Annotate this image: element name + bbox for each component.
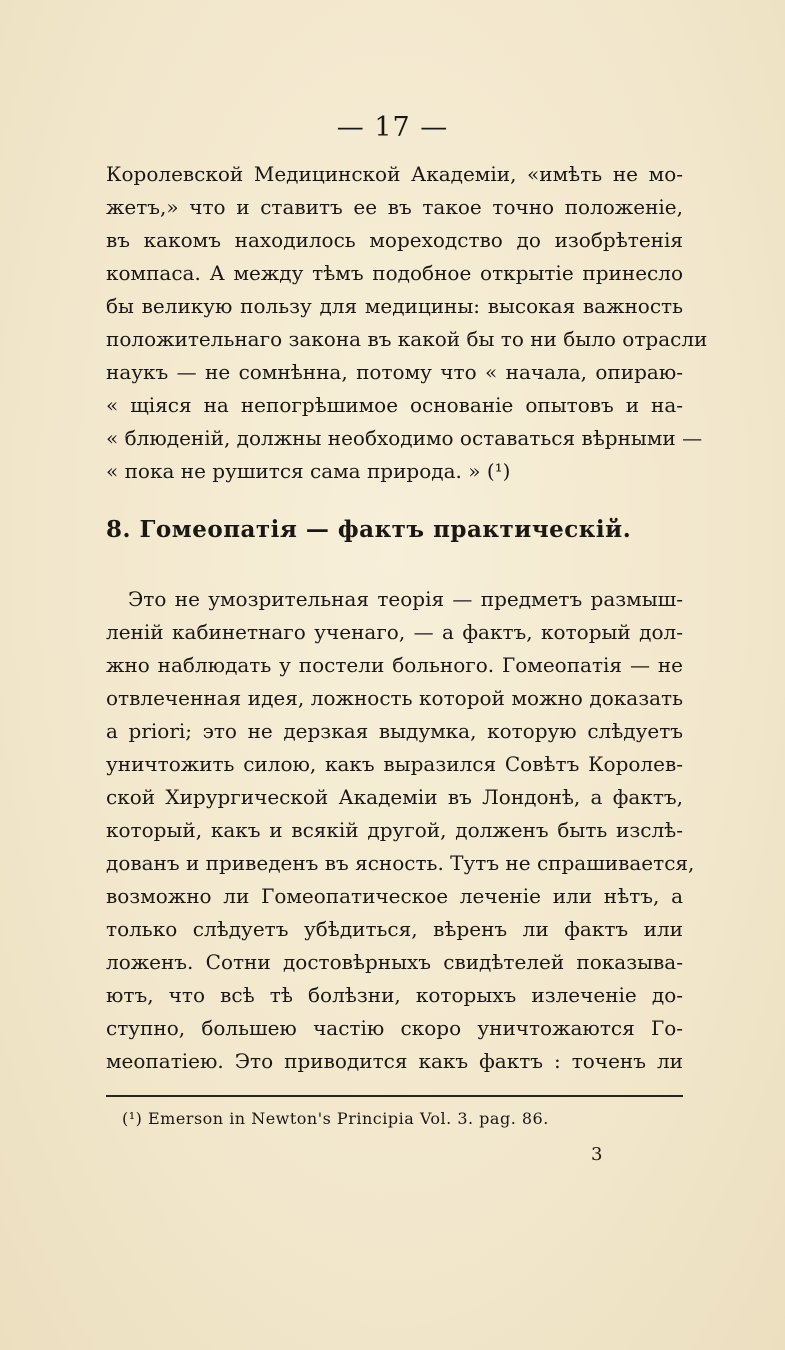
paragraph-2 [106, 583, 695, 1078]
text-line: меопатіею. Это приводится какъ фактъ : точенъ ли [106, 1049, 683, 1073]
text-line: ступно, большею частію скоро уничтожаются Го- [106, 1016, 683, 1040]
text-line: Королевской Медицинской Академіи, «имѣть не мо- [106, 162, 683, 186]
paragraph-1 [106, 158, 708, 488]
text-line: « пока не рушится сама природа. » (¹) [106, 459, 511, 483]
text-line: « щіяся на непогрѣшимое основаніе опытовъ и на- [106, 393, 683, 417]
signature-mark: 3 [591, 1144, 603, 1165]
text-line: въ какомъ находилось мореходство до изобрѣтенія [106, 228, 683, 252]
text-line: a priori; это не дерзкая выдумка, которую слѣдуетъ [106, 719, 683, 743]
text-line: дованъ и приведенъ въ ясность. Тутъ не спрашивается, [106, 851, 695, 875]
page-number: — 17 — [336, 112, 449, 143]
section-heading: 8. Гомеопатія — фактъ практическій. [106, 516, 632, 543]
text-line: Это не умозрительная теорія — предметъ размыш- [128, 587, 683, 611]
footnote: (¹) Emerson in Newton's Principia Vol. 3. pag. 86. [122, 1109, 549, 1128]
text-line: леній кабинетнаго ученаго, — а фактъ, который дол- [106, 620, 683, 644]
text-line: ложенъ. Сотни достовѣрныхъ свидѣтелей показыва- [106, 950, 683, 974]
text-line: уничтожить силою, какъ выразился Совѣтъ Королев- [106, 752, 683, 776]
text-line: компаса. А между тѣмъ подобное открытіе принесло [106, 261, 683, 285]
text-line: который, какъ и всякій другой, долженъ быть изслѣ- [106, 818, 683, 842]
text-line: жетъ,» что и ставитъ ее въ такое точно положеніе, [106, 195, 683, 219]
footnote-divider [106, 1095, 683, 1097]
text-line: отвлеченная идея, ложность которой можно доказать [106, 686, 683, 710]
text-line: « блюденій, должны необходимо оставаться вѣрными — [106, 426, 703, 450]
text-line: только слѣдуетъ убѣдиться, вѣренъ ли фактъ или [106, 917, 683, 941]
text-line: бы великую пользу для медицины: высокая важность [106, 294, 683, 318]
text-line: ской Хирургической Академіи въ Лондонѣ, а фактъ, [106, 785, 683, 809]
text-line: жно наблюдать у постели больного. Гомеопатія — не [106, 653, 683, 677]
text-line: положительнаго закона въ какой бы то ни было отрасли [106, 327, 708, 351]
text-line: ютъ, что всѣ тѣ болѣзни, которыхъ излеченіе до- [106, 983, 683, 1007]
text-line: возможно ли Гомеопатическое леченіе или нѣтъ, а [106, 884, 683, 908]
text-line: наукъ — не сомнѣнна, потому что « начала, опираю- [106, 360, 683, 384]
